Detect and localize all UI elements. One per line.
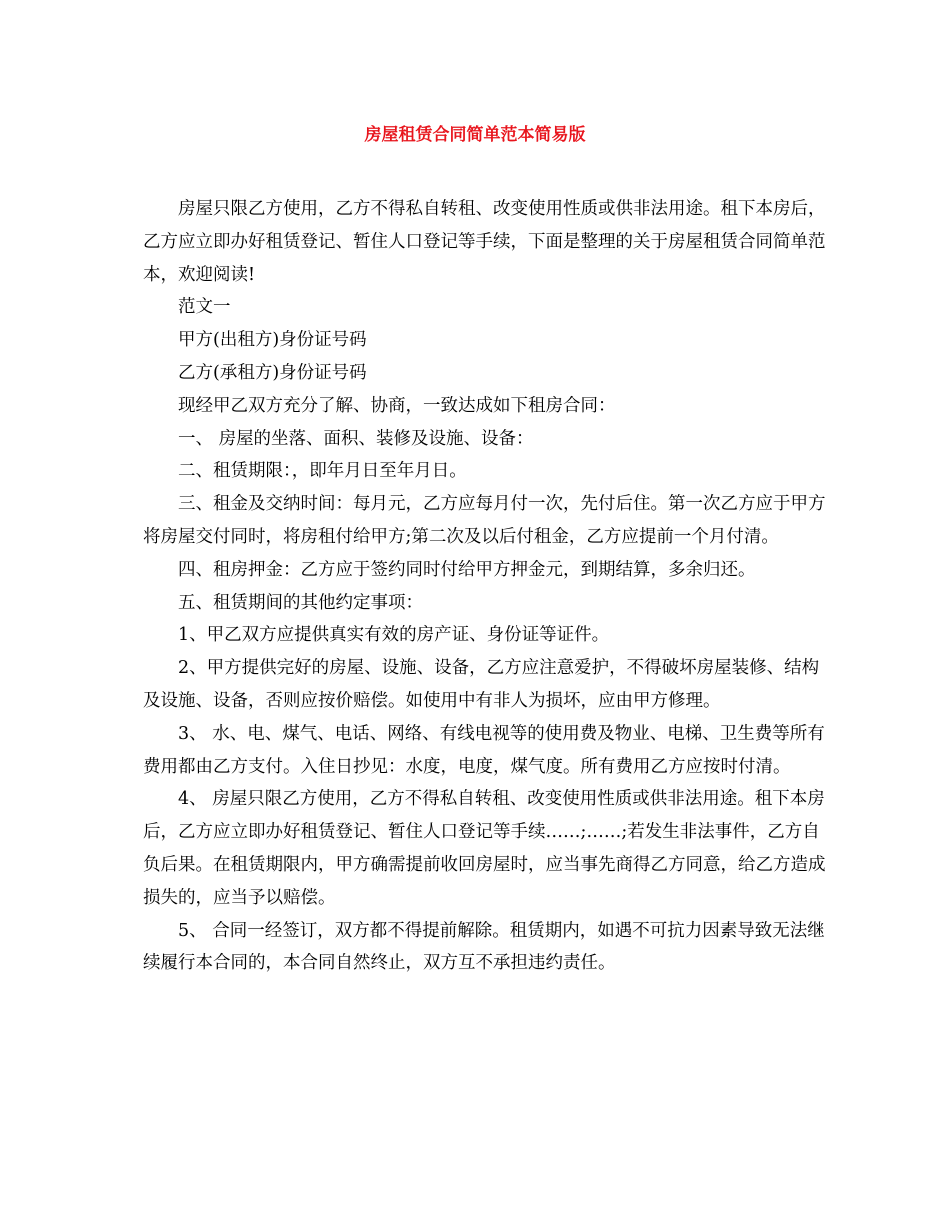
item-1: 1、甲乙双方应提供真实有效的房产证、身份证等证件。 [178, 625, 610, 646]
party-b-line: 乙方(承租方)身份证号码 [178, 362, 367, 383]
party-a-line: 甲方(出租方)身份证号码 [178, 330, 367, 351]
clause-2: 二、租赁期限：，即年月日至年月日。 [178, 461, 467, 482]
item-3: 3、 水、电、煤气、电话、网络、有线电视等的使用费及物业、电梯、卫生费等所有费用都由乙方支付。入住日抄见：水度，电度，煤气度。所有费用乙方应按时付清。 [143, 723, 825, 777]
sample-heading: 范文一 [178, 297, 231, 318]
agreement-intro: 现经甲乙双方充分了解、协商，一致达成如下租房合同： [178, 395, 616, 416]
document-body [143, 193, 833, 980]
clause-4: 四、租房押金：乙方应于签约同时付给甲方押金元，到期结算，多余归还。 [178, 559, 756, 580]
document-title: 房屋租赁合同简单范本简易版 [364, 125, 586, 145]
clause-3: 三、租金及交纳时间：每月元，乙方应每月付一次，先付后住。第一次乙方应于甲方将房屋交付同时，将房租付给甲方;第二次及以后付租金，乙方应提前一个月付清。 [143, 494, 826, 547]
item-4: 4、 房屋只限乙方使用，乙方不得私自转租、改变使用性质或供非法用途。租下本房后，乙方应立即办好租赁登记、暂住人口登记等手续……;……;若发生非法事件，乙方自负后果。在租赁期限内，甲方确需提前收回房屋时，应当事先商得乙方同意，给乙方造成损失的，应当予以赔偿。 [143, 789, 826, 908]
intro-paragraph: 房屋只限乙方使用，乙方不得私自转租、改变使用性质或供非法用途。租下本房后，乙方应立即办好租赁登记、暂住人口登记等手续，下面是整理的关于房屋租赁合同简单范本，欢迎阅读! [143, 199, 826, 285]
clause-1: 一、 房屋的坐落、面积、装修及设施、设备： [178, 428, 534, 449]
item-5: 5、 合同一经签订，双方都不得提前解除。租赁期内，如遇不可抗力因素导致无法继续履行本合同的，本合同自然终止，双方互不承担违约责任。 [143, 920, 825, 974]
clause-5: 五、租赁期间的其他约定事项： [178, 592, 423, 613]
item-2: 2、甲方提供完好的房屋、设施、设备，乙方应注意爱护，不得破坏房屋装修、结构及设施、设备，否则应按价赔偿。如使用中有非人为损坏，应由甲方修理。 [143, 658, 820, 711]
